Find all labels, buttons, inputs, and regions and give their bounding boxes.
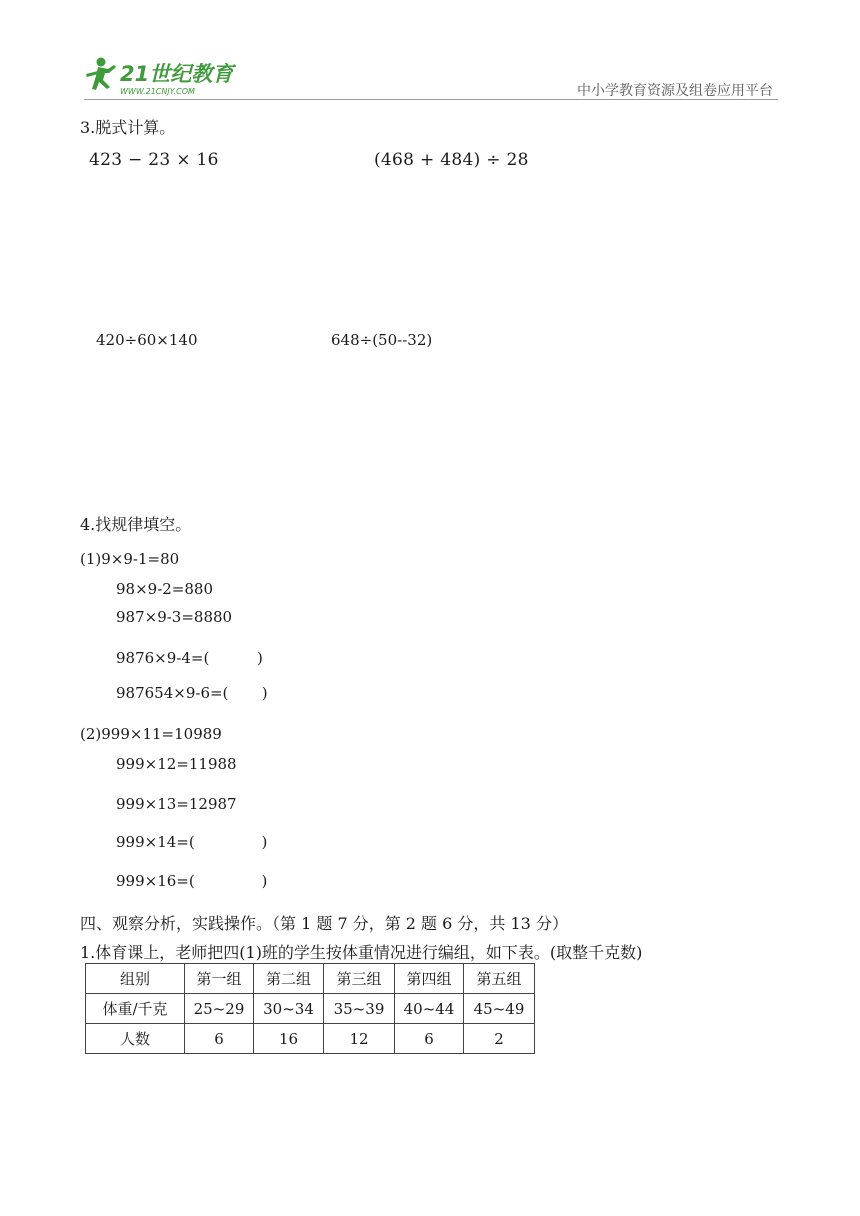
table-cell: 45~49 — [464, 994, 535, 1024]
table-cell: 第五组 — [464, 964, 535, 994]
table-row — [86, 994, 535, 1024]
table-cell: 体重/千克 — [86, 994, 185, 1024]
table-cell: 第四组 — [395, 964, 464, 994]
table-row — [86, 964, 535, 994]
table-cell: 组别 — [86, 964, 185, 994]
table-cell: 第二组 — [254, 964, 324, 994]
table-cell: 人数 — [86, 1024, 185, 1054]
pattern-line: (1)9×9-1=80 — [80, 550, 180, 568]
fill-blank-line: 999×14=( ) — [116, 833, 268, 851]
weight-group-table — [85, 963, 535, 1054]
table-cell: 第一组 — [185, 964, 254, 994]
fill-blank-line: 9876×9-4=( ) — [116, 649, 263, 667]
table-cell: 6 — [395, 1024, 464, 1054]
platform-tagline: 中小学教育资源及组卷应用平台 — [577, 83, 773, 99]
q3-expression-2: (468 + 484) ÷ 28 — [374, 150, 529, 170]
table-cell: 第三组 — [324, 964, 395, 994]
q3-expression-4: 648÷(50--32) — [331, 331, 433, 349]
runner-icon — [86, 58, 116, 91]
logo-main-text: 21世纪教育 — [120, 62, 234, 86]
table-cell: 40~44 — [395, 994, 464, 1024]
section-4-question-1: 1.体育课上，老师把四(1)班的学生按体重情况进行编组，如下表。(取整千克数) — [80, 943, 643, 962]
table-cell: 2 — [464, 1024, 535, 1054]
pattern-line: (2)999×11=10989 — [80, 725, 222, 743]
logo — [84, 54, 254, 98]
table-cell: 12 — [324, 1024, 395, 1054]
header-divider — [84, 99, 778, 100]
q3-expression-1: 423 − 23 × 16 — [89, 150, 219, 170]
logo-sub-text: WWW.21CNJY.COM — [120, 87, 195, 96]
table-cell: 16 — [254, 1024, 324, 1054]
pattern-line: 98×9-2=880 — [116, 580, 214, 598]
table-cell: 30~34 — [254, 994, 324, 1024]
table-cell: 25~29 — [185, 994, 254, 1024]
q3-title: 3.脱式计算。 — [80, 118, 176, 137]
fill-blank-line: 987654×9-6=( ) — [116, 684, 268, 702]
pattern-line: 999×13=12987 — [116, 795, 237, 813]
q3-expression-3: 420÷60×140 — [96, 331, 198, 349]
q4-title: 4.找规律填空。 — [80, 515, 192, 534]
pattern-line: 999×12=11988 — [116, 755, 237, 773]
fill-blank-line: 999×16=( ) — [116, 872, 268, 890]
table-cell: 35~39 — [324, 994, 395, 1024]
pattern-line: 987×9-3=8880 — [116, 608, 233, 626]
section-4-title: 四、观察分析，实践操作。（第 1 题 7 分，第 2 题 6 分，共 13 分） — [80, 914, 568, 933]
table-row — [86, 1024, 535, 1054]
table-cell: 6 — [185, 1024, 254, 1054]
